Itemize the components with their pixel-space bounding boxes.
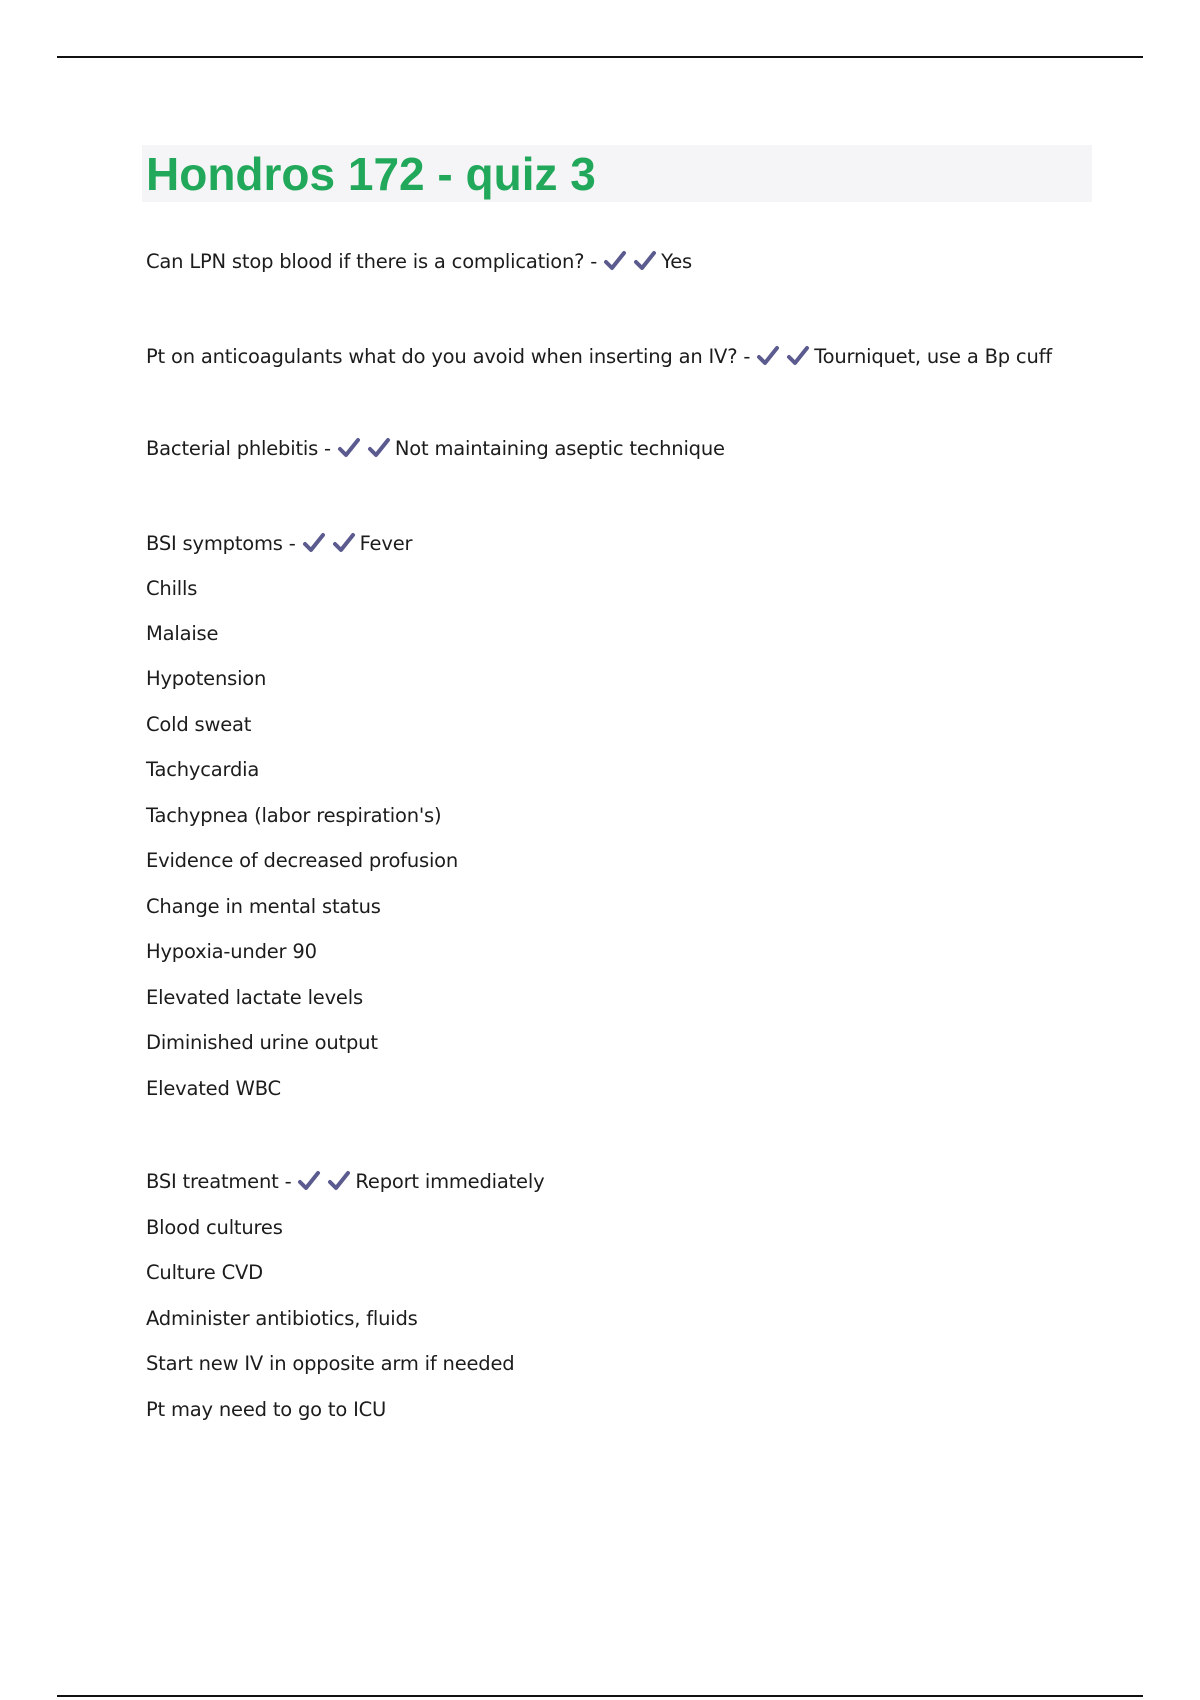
answer-line: Elevated WBC bbox=[146, 1077, 281, 1100]
question-text: Pt on anticoagulants what do you avoid when inserting an IV? - bbox=[146, 345, 751, 368]
question-text: Can LPN stop blood if there is a complication? - bbox=[146, 250, 598, 273]
answer-line: Diminished urine output bbox=[146, 1031, 378, 1054]
answer-text: Tourniquet, use a Bp cuff bbox=[814, 345, 1052, 368]
answer-line: Elevated lactate levels bbox=[146, 986, 363, 1009]
double-check-icons bbox=[302, 532, 356, 561]
check-icon bbox=[603, 250, 627, 272]
answer-line: Tachycardia bbox=[146, 758, 260, 781]
check-icon bbox=[327, 1170, 351, 1192]
check-icon bbox=[756, 345, 780, 367]
qa-row-5 bbox=[146, 1169, 544, 1199]
answer-line: Blood cultures bbox=[146, 1216, 283, 1239]
question-text: BSI symptoms - bbox=[146, 532, 296, 555]
answer-line: Evidence of decreased profusion bbox=[146, 849, 459, 872]
check-icon bbox=[332, 532, 356, 554]
qa-row-2 bbox=[146, 344, 1052, 374]
answer-text: Report immediately bbox=[355, 1170, 545, 1193]
check-icon bbox=[337, 437, 361, 459]
answer-line: Culture CVD bbox=[146, 1261, 263, 1284]
bottom-rule bbox=[57, 1695, 1143, 1697]
double-check-icons bbox=[297, 1170, 351, 1199]
double-check-icons bbox=[337, 437, 391, 466]
answer-text: Fever bbox=[359, 532, 413, 555]
answer-line: Cold sweat bbox=[146, 713, 252, 736]
answer-line: Chills bbox=[146, 577, 198, 600]
answer-line: Start new IV in opposite arm if needed bbox=[146, 1352, 515, 1375]
answer-text: Not maintaining aseptic technique bbox=[394, 437, 725, 460]
double-check-icons bbox=[756, 345, 810, 374]
answer-line: Pt may need to go to ICU bbox=[146, 1398, 387, 1421]
check-icon bbox=[786, 345, 810, 367]
answer-line: Hypotension bbox=[146, 667, 267, 690]
answer-line: Hypoxia-under 90 bbox=[146, 940, 317, 963]
qa-row-4 bbox=[146, 531, 412, 561]
answer-line: Tachypnea (labor respiration's) bbox=[146, 804, 442, 827]
check-icon bbox=[297, 1170, 321, 1192]
answer-text: Yes bbox=[661, 250, 693, 273]
answer-line: Change in mental status bbox=[146, 895, 381, 918]
check-icon bbox=[302, 532, 326, 554]
check-icon bbox=[633, 250, 657, 272]
page-title: Hondros 172 - quiz 3 bbox=[146, 148, 596, 200]
question-text: Bacterial phlebitis - bbox=[146, 437, 331, 460]
qa-row-1 bbox=[146, 249, 692, 279]
answer-line: Administer antibiotics, fluids bbox=[146, 1307, 418, 1330]
double-check-icons bbox=[603, 250, 657, 279]
answer-line: Malaise bbox=[146, 622, 219, 645]
check-icon bbox=[367, 437, 391, 459]
question-text: BSI treatment - bbox=[146, 1170, 292, 1193]
top-rule bbox=[57, 56, 1143, 58]
qa-row-3 bbox=[146, 436, 725, 466]
